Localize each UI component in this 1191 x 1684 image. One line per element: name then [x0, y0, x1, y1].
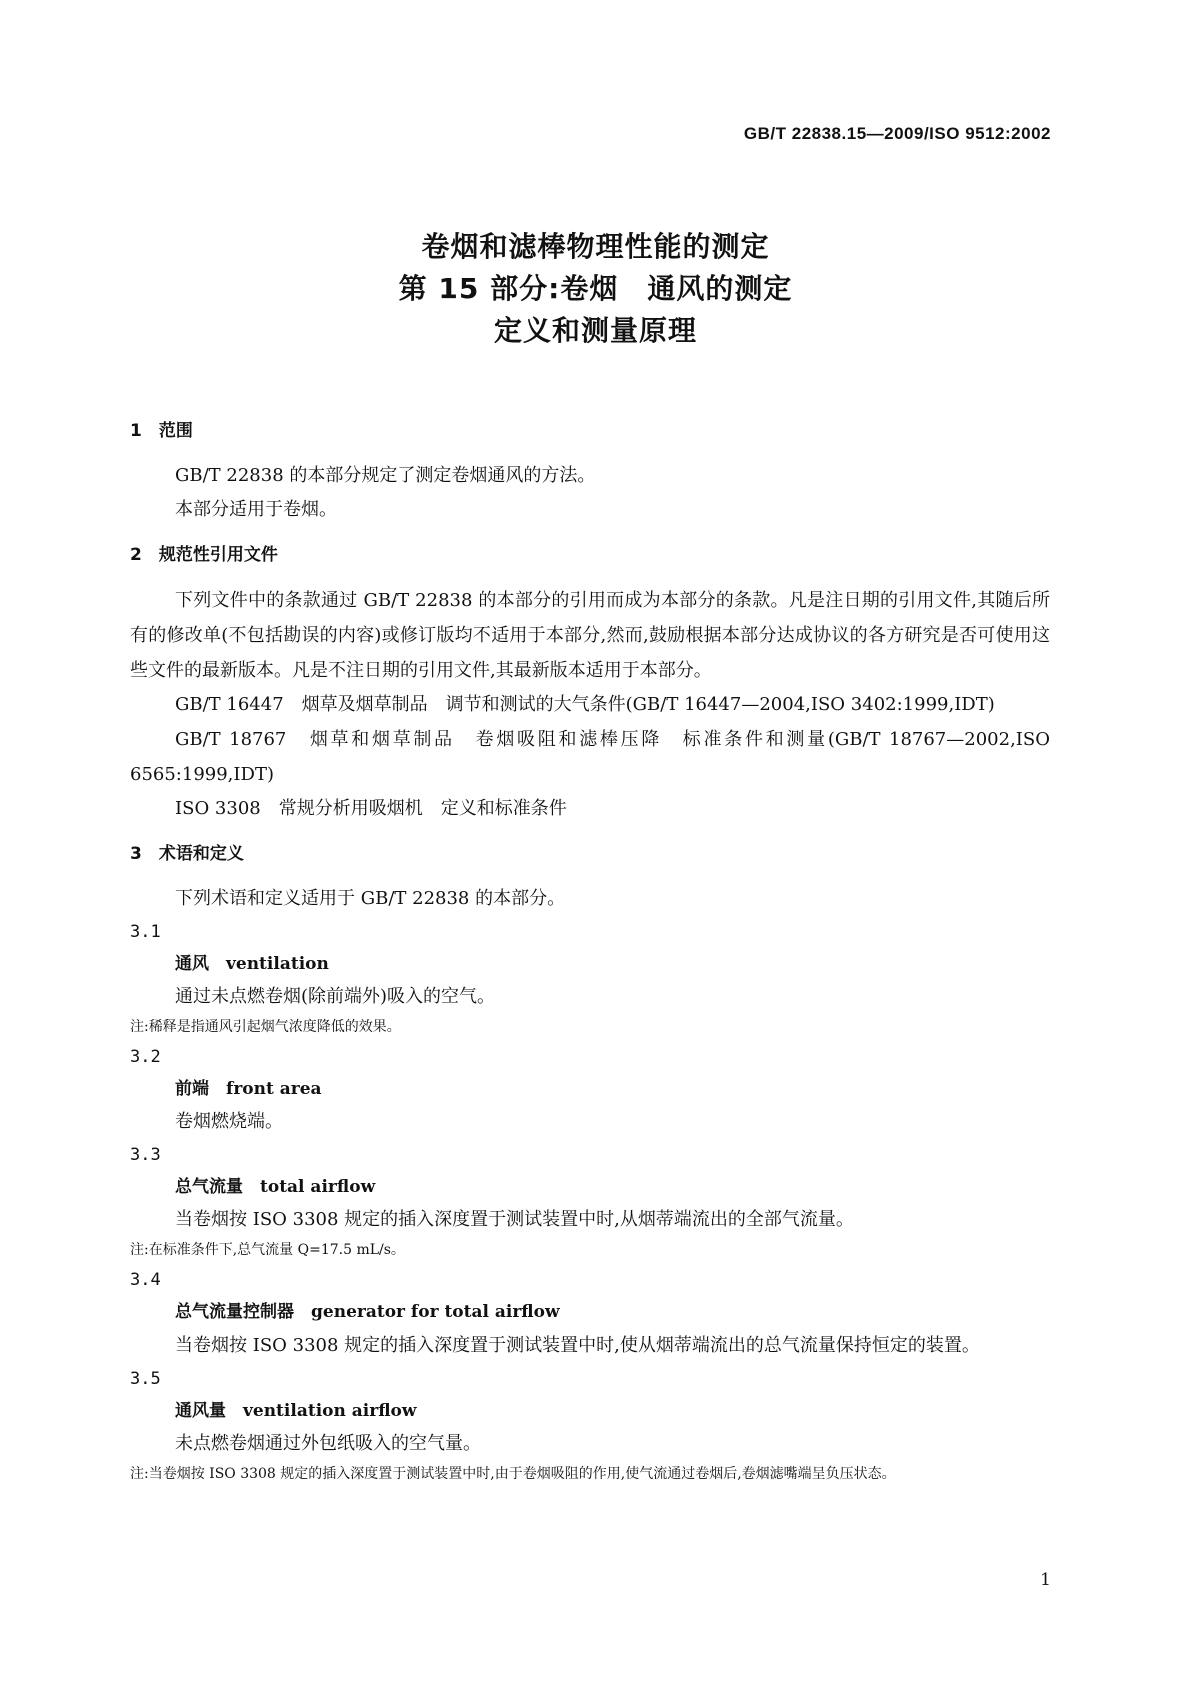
term-3-5-number: 3.5	[130, 1369, 161, 1389]
section-2-intro: 下列文件中的条款通过 GB/T 22838 的本部分的引用而成为本部分的条款。凡是注日期的引用文件,其随后所有的修改单(不包括勘误的内容)或修订版均不适用于本部分,然而,鼓励根据本部分达成协议的各方研究是否可使用这些文件的最新版本。凡是不注日期的引用文件,其最新版本适用于本部分。	[130, 590, 1050, 681]
title-line-1: 卷烟和滤棒物理性能的测定	[421, 230, 770, 263]
term-3-2-en: front area	[226, 1079, 322, 1099]
term-3-1-title	[130, 948, 1050, 980]
term-3-3-note: 注:在标准条件下,总气流量 Q=17.5 mL/s。	[130, 1242, 405, 1258]
term-3-5-en: ventilation airflow	[243, 1401, 417, 1421]
term-3-1-definition: 通过未点燃卷烟(除前端外)吸入的空气。	[175, 986, 496, 1007]
title-line-2: 第 15 部分:卷烟 通风的测定	[398, 272, 793, 305]
term-3-5-title	[130, 1395, 1050, 1427]
section-1-para-2: 本部分适用于卷烟。	[175, 499, 337, 520]
standard-code: GB/T 22838.15—2009/ISO 9512:2002	[743, 124, 1051, 143]
page-number: 1	[1040, 1570, 1051, 1590]
section-1-para-1: GB/T 22838 的本部分规定了测定卷烟通风的方法。	[175, 465, 596, 486]
term-3-1-note: 注:稀释是指通风引起烟气浓度降低的效果。	[130, 1019, 401, 1035]
term-3-4-definition: 当卷烟按 ISO 3308 规定的插入深度置于测试装置中时,使从烟蒂端流出的总气流量保持恒定的装置。	[175, 1335, 980, 1356]
term-3-1-en: ventilation	[226, 954, 329, 974]
term-3-4-zh: 总气流量控制器	[175, 1302, 294, 1322]
term-3-3-definition: 当卷烟按 ISO 3308 规定的插入深度置于测试装置中时,从烟蒂端流出的全部气流量。	[175, 1209, 854, 1230]
term-3-5-note: 注:当卷烟按 ISO 3308 规定的插入深度置于测试装置中时,由于卷烟吸阻的作用,使气流通过卷烟后,卷烟滤嘴端呈负压状态。	[130, 1466, 896, 1482]
section-3-heading: 3 术语和定义	[130, 844, 244, 864]
term-3-5-zh: 通风量	[175, 1401, 226, 1421]
term-3-2-number: 3.2	[130, 1047, 161, 1067]
term-3-4-title	[130, 1296, 1050, 1328]
section-2-heading: 2 规范性引用文件	[130, 545, 278, 565]
term-3-3-zh: 总气流量	[175, 1177, 243, 1197]
normative-reference-1: GB/T 16447 烟草及烟草制品 调节和测试的大气条件(GB/T 16447—2004,ISO 3402:1999,IDT)	[175, 694, 995, 715]
document-title	[0, 226, 1191, 352]
term-3-2-title	[130, 1073, 1050, 1105]
term-3-4-number: 3.4	[130, 1270, 161, 1290]
section-1-heading: 1 范围	[130, 421, 193, 441]
title-line-3: 定义和测量原理	[493, 314, 697, 347]
term-3-2-zh: 前端	[175, 1079, 209, 1099]
term-3-2-definition: 卷烟燃烧端。	[175, 1111, 283, 1132]
normative-reference-3: ISO 3308 常规分析用吸烟机 定义和标准条件	[175, 798, 567, 819]
term-3-3-title	[130, 1171, 1050, 1203]
term-3-3-number: 3.3	[130, 1145, 161, 1165]
normative-reference-2: GB/T 18767 烟草和烟草制品 卷烟吸阻和滤棒压降 标准条件和测量(GB/T 18767—2002,ISO 6565:1999,IDT)	[130, 729, 1050, 785]
term-3-4-en: generator for total airflow	[311, 1302, 560, 1322]
term-3-1-number: 3.1	[130, 922, 161, 942]
term-3-5-definition: 未点燃卷烟通过外包纸吸入的空气量。	[175, 1433, 481, 1454]
document-body	[130, 415, 1050, 1488]
section-3-intro: 下列术语和定义适用于 GB/T 22838 的本部分。	[175, 888, 566, 909]
term-3-3-en: total airflow	[260, 1177, 376, 1197]
term-3-1-zh: 通风	[175, 954, 209, 974]
